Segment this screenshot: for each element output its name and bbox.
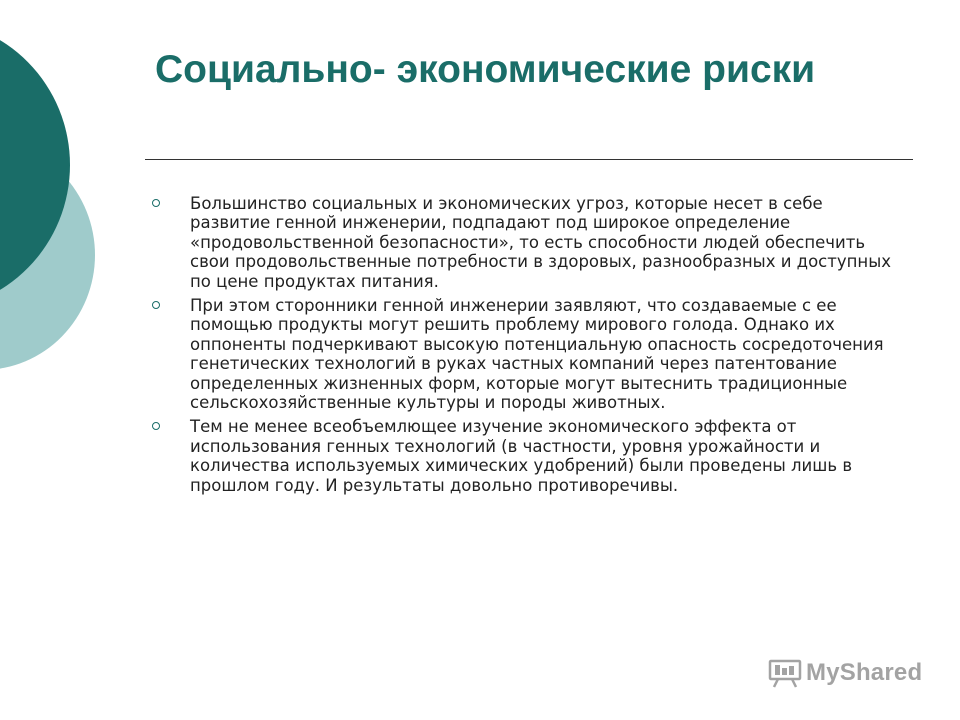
bullet-circle-icon	[152, 301, 160, 309]
list-item	[152, 417, 897, 495]
list-item-text: Тем не менее всеобъемлющее изучение экономического эффекта от использования генных технологий (в частности, уровня урожайности и количества используемых химических удобрений) были проведены лишь в прошлом году. И результаты довольно противоречивы.	[190, 417, 853, 495]
title-divider	[145, 159, 913, 160]
presentation-board-icon	[768, 658, 802, 688]
list-item-text: При этом сторонники генной инженерии заявляют, что создаваемые с ее помощью продукты могут решить проблему мирового голода. Однако их оппоненты подчеркивают высокую потенциальную опасность сосредоточения генетических технологий в руках частных компаний через патентование определенных жизненных форм, которые могут вытеснить традиционные сельскохозяйственные культуры и породы животных.	[190, 296, 884, 413]
watermark-text: MyShared	[806, 659, 923, 686]
list-item	[152, 296, 897, 412]
list-item-text: Большинство социальных и экономических угроз, которые несет в себе развитие генной инженерии, подпадают под широкое определение «продовольственной безопасности», то есть способности людей обеспечить свои продовольственные потребности в здоровых, разнообразных и доступных по цене продуктах питания.	[190, 194, 892, 291]
watermark	[768, 658, 922, 688]
list-item	[152, 194, 897, 291]
bullet-list	[152, 194, 897, 500]
bullet-circle-icon	[152, 199, 160, 207]
bullet-circle-icon	[152, 422, 160, 430]
slide-title: Социально- экономические риски	[155, 48, 816, 91]
